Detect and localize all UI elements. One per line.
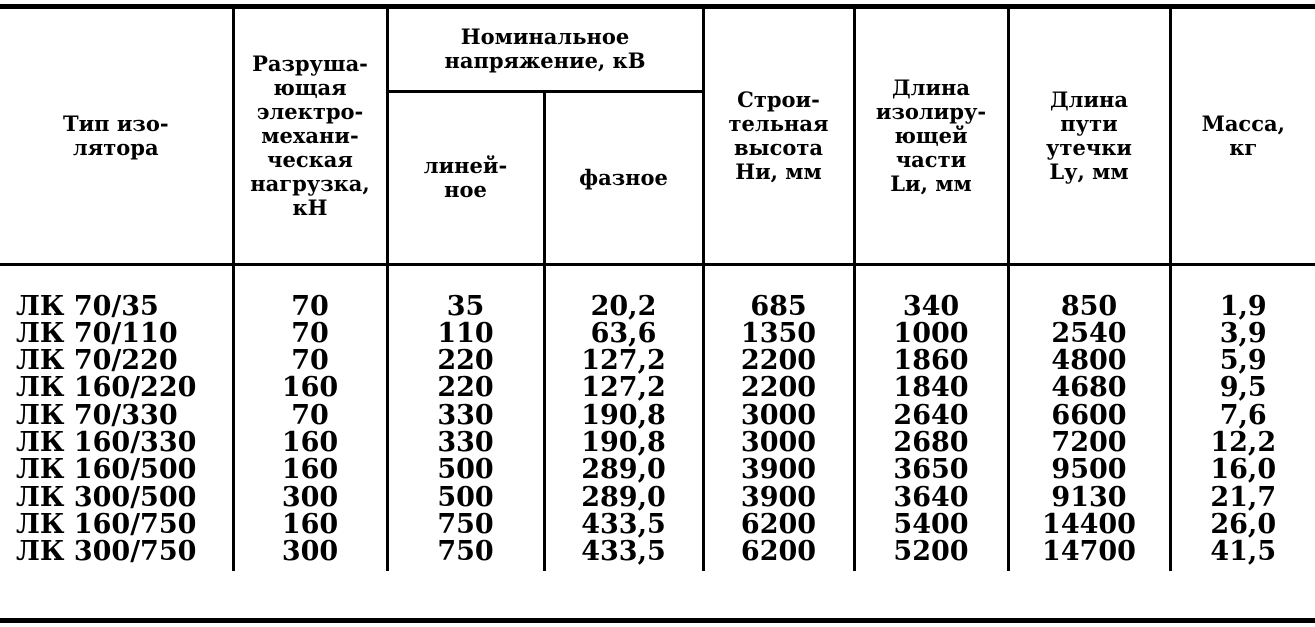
phase-voltage-cell: 190,8 [544, 402, 703, 429]
table-row [0, 264, 1315, 320]
phase-voltage-cell: 433,5 [544, 538, 703, 571]
insulating-length-cell: 1840 [854, 374, 1008, 401]
header-load: Разруша- ющая электро- механи- ческая нагрузка, кН [233, 9, 387, 264]
load-cell: 70 [233, 402, 387, 429]
load-cell: 70 [233, 264, 387, 320]
type-cell: ЛК 70/330 [0, 402, 233, 429]
leakage-length-cell: 4680 [1008, 374, 1170, 401]
table-row [0, 402, 1315, 429]
load-cell: 160 [233, 511, 387, 538]
line-voltage-cell: 35 [387, 264, 544, 320]
load-cell: 160 [233, 456, 387, 483]
insulating-length-cell: 3640 [854, 484, 1008, 511]
mass-cell: 7,6 [1219, 399, 1267, 431]
type-cell: ЛК 300/750 [0, 538, 233, 571]
load-cell: 160 [233, 429, 387, 456]
table-row [0, 347, 1315, 374]
phase-voltage-cell: 63,6 [544, 320, 703, 347]
header-type: Тип изо- лятора [0, 9, 233, 264]
mass-cell: 1,9 [1219, 290, 1267, 322]
header-height: Строи- тельная высота Hи, мм [703, 9, 854, 264]
header-voltage-line: линей- ное [387, 91, 544, 264]
type-cell: ЛК 160/500 [0, 456, 233, 483]
header-mass: Масса, кг [1170, 9, 1315, 264]
insulating-length-cell: 340 [854, 264, 1008, 320]
insulating-length-cell: 2680 [854, 429, 1008, 456]
height-cell: 3000 [703, 402, 854, 429]
table-row [0, 511, 1315, 538]
table-body [0, 264, 1315, 571]
mass-cell: 9,5 [1219, 372, 1267, 404]
line-voltage-cell: 330 [387, 429, 544, 456]
phase-voltage-cell: 127,2 [544, 374, 703, 401]
height-cell: 3900 [703, 456, 854, 483]
height-cell: 2200 [703, 347, 854, 374]
insulating-length-cell: 2640 [854, 402, 1008, 429]
header-voltage-group: Номинальное напряжение, кВ [387, 9, 703, 91]
line-voltage-cell: 500 [387, 484, 544, 511]
mass-cell: 5,9 [1219, 345, 1267, 377]
table-row [0, 374, 1315, 401]
type-cell: ЛК 70/220 [0, 347, 233, 374]
line-voltage-cell: 500 [387, 456, 544, 483]
insulating-length-cell: 1000 [854, 320, 1008, 347]
type-cell: ЛК 160/750 [0, 511, 233, 538]
bottom-rule [0, 618, 1315, 623]
line-voltage-cell: 330 [387, 402, 544, 429]
load-cell: 300 [233, 538, 387, 571]
phase-voltage-cell: 20,2 [544, 264, 703, 320]
insulating-length-cell: 3650 [854, 456, 1008, 483]
type-cell: ЛК 160/220 [0, 374, 233, 401]
phase-voltage-cell: 289,0 [544, 484, 703, 511]
leakage-length-cell: 850 [1008, 264, 1170, 320]
type-cell: ЛК 300/500 [0, 484, 233, 511]
line-voltage-cell: 750 [387, 511, 544, 538]
height-cell: 3900 [703, 484, 854, 511]
line-voltage-cell: 750 [387, 538, 544, 571]
load-cell: 300 [233, 484, 387, 511]
table-row [0, 456, 1315, 483]
leakage-length-cell: 14400 [1008, 511, 1170, 538]
insulator-specs-table [0, 9, 1315, 571]
type-cell: ЛК 70/110 [0, 320, 233, 347]
leakage-length-cell: 7200 [1008, 429, 1170, 456]
mass-cell: 26,0 [1210, 508, 1277, 540]
leakage-length-cell: 14700 [1008, 538, 1170, 571]
table-row [0, 429, 1315, 456]
height-cell: 685 [703, 264, 854, 320]
mass-cell: 41,5 [1210, 536, 1277, 568]
height-cell: 6200 [703, 538, 854, 571]
phase-voltage-cell: 127,2 [544, 347, 703, 374]
mass-cell: 12,2 [1210, 426, 1277, 458]
height-cell: 6200 [703, 511, 854, 538]
type-cell: ЛК 70/35 [0, 264, 233, 320]
header-insulating-length: Длина изолиру- ющей части Lи, мм [854, 9, 1008, 264]
insulating-length-cell: 5200 [854, 538, 1008, 571]
load-cell: 70 [233, 347, 387, 374]
leakage-length-cell: 6600 [1008, 402, 1170, 429]
insulating-length-cell: 5400 [854, 511, 1008, 538]
line-voltage-cell: 220 [387, 347, 544, 374]
line-voltage-cell: 110 [387, 320, 544, 347]
phase-voltage-cell: 190,8 [544, 429, 703, 456]
load-cell: 160 [233, 374, 387, 401]
type-cell: ЛК 160/330 [0, 429, 233, 456]
mass-cell: 16,0 [1210, 454, 1277, 486]
leakage-length-cell: 4800 [1008, 347, 1170, 374]
leakage-length-cell: 2540 [1008, 320, 1170, 347]
insulating-length-cell: 1860 [854, 347, 1008, 374]
height-cell: 3000 [703, 429, 854, 456]
header-leakage-length: Длина пути утечки Lу, мм [1008, 9, 1170, 264]
line-voltage-cell: 220 [387, 374, 544, 401]
phase-voltage-cell: 433,5 [544, 511, 703, 538]
header-voltage-phase: фазное [544, 91, 703, 264]
phase-voltage-cell: 289,0 [544, 456, 703, 483]
leakage-length-cell: 9130 [1008, 484, 1170, 511]
table-row [0, 484, 1315, 511]
table-row [0, 538, 1315, 571]
mass-cell: 3,9 [1219, 317, 1267, 349]
table-row [0, 320, 1315, 347]
height-cell: 2200 [703, 374, 854, 401]
mass-cell: 21,7 [1210, 481, 1277, 513]
leakage-length-cell: 9500 [1008, 456, 1170, 483]
load-cell: 70 [233, 320, 387, 347]
height-cell: 1350 [703, 320, 854, 347]
